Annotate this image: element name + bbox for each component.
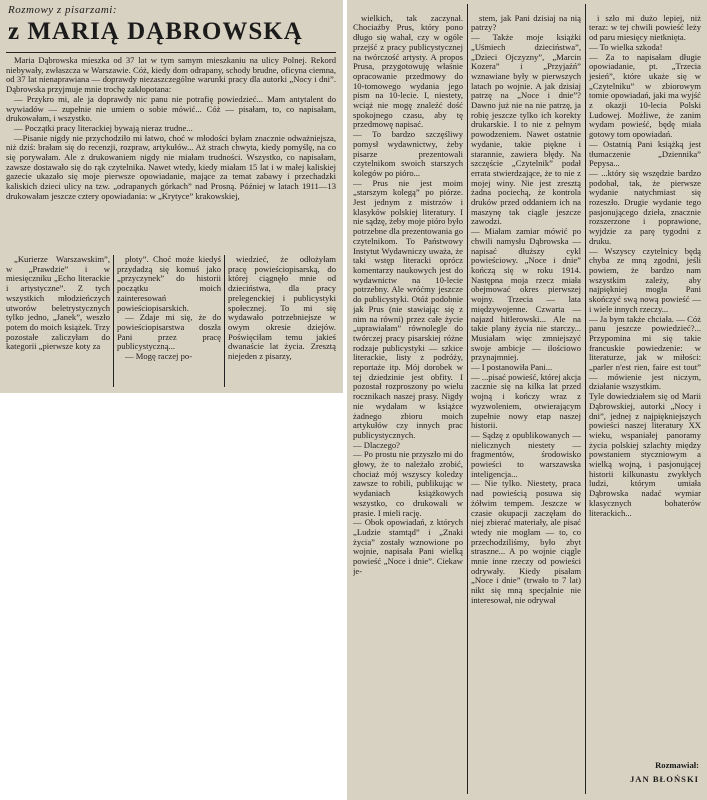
right-text-column-3 xyxy=(589,4,701,756)
article-clipping-top-left xyxy=(0,0,343,393)
left-column-2-question: — Zdaje mi się, że do powieściopisarstwa doszła Pani przez pracę publicystyczną... xyxy=(117,312,221,352)
left-text-column-1 xyxy=(6,255,110,389)
right-text-column-1 xyxy=(353,4,463,796)
right-text-column-2 xyxy=(471,4,581,796)
left-column-3-text: wiedzieć, że odłożyłam pracę powieściopisarską, do której ciągnęło mnie od dzieciństwa, dla pracy prelegenckiej i publicystyki społecznej. To mi się wydawało potrzebniejsze w owym okresie dziejów. Poświęciłam temu jakieś dwanaście lat życia. Zresztą niejeden z pisarzy, xyxy=(228,255,336,362)
intro-question: — Początki pracy literackiej bywają nieraz trudne... xyxy=(14,122,193,133)
column-divider xyxy=(467,4,468,794)
column-divider xyxy=(224,255,225,387)
left-text-column-2 xyxy=(117,255,221,389)
intro-paragraph: — Przykro mi, ale ja doprawdy nic panu nie potrafię powiedzieć... Mam antytalent do wywiadów — zupełnie nie umiem o sobie mówić... Cóż — pisałam, to, co napisałam, drukowałam, i wszystko. xyxy=(6,93,336,124)
left-column-1-text: „Kurierze Warszawskim”, w „Prawdzie” i w miesięczniku „Echo literackie i artystyczne”. Z tych wszystkich młodzieńczych utworów beletrystycznych tylko jedno, „Janek”, weszło potem do moich książek. Trzy pozostałe zaliczyłam do kategorii „pierwsze koty za xyxy=(6,255,110,352)
right-column-3-text: i szło mi dużo lepiej, niż teraz: w tej chwili powieść leży od paru miesięcy nietknięta. — To wielka szkoda! — Za to napisałam długie opowiadanie, pt. „Trzecia jesień”, które ukaże się w „Czytelniku” w zbiorowym tomie opowiadań, jaki ma wyjść z okazji 10-lecia Polski Ludowej. Możliwe, że zanim wydam powieść, będę miała gotowy tom opowiadań. — Ostatnią Pani książką jest tłumaczenie „Dziennika” Pepysa... — ...który się wszędzie bardzo podobał, tak, że pierwsze wydanie natychmiast się rozeszło. Drugie wydanie tego pasjonującego dzieła, znacznie rozszerzone i poprawione, wyjdzie za parę tygodni z druku. — Wszyscy czytelnicy będą chyba ze mną zgodni, jeśli powiem, że bardzo nam wszystkim zależy, aby najpiękniej mogła Pani skończyć swą nową powieść — i wiele innych rzeczy... — Ja bym także chciała. — Cóż panu jeszcze powiedzieć?... Przypomina mi się takie francuskie powiedzenie: w literaturze, jak w miłości: „parler n'est rien, faire est tout” — mówienie jest niczym, działanie wszystkim. Tyle dowiedziałem się od Marii Dąbrowskiej, autorki „Nocy i dni”, jednej z najpiękniejszych powieści naszej literatury XX wieku, wspaniałej panoramy życia polskiej szlachty między powstaniem styczniowym a wielką wojną, i pasjonującej historii kilkunastu zwykłych ludzi, którym umiała Dąbrowska nadać wymiar klasycznych bohaterów literackich... xyxy=(589,12,701,518)
intro-answer: —Pisanie nigdy nie przychodziło mi łatwo, choć w młodości byłam znacznie odważniejsza, niż dziś: brałam się do recenzji, rozpraw, artykułów... Aż strach chwyta, kiedy pomyślę, na co się porywałam. Ale z drukowaniem nigdy nie miałam trudności. Wszystko, co napisałam, zawsze dostawało się do rąk czytelnika. Nawet wtedy, kiedy miałam 15 lat i w małej kaliskiej gazecie ukazało się moje pierwsze opowiadanie, mające za temat zabawy i przechadzki kaliskich dzieci ulicy na tzw. „odrapanych górkach” nad Prosną. Później w latach 1911—13 drukowałam jeszcze cztery opowiadania: w „Krytyce” krakowskiej, xyxy=(6,132,336,201)
left-column-2-text: płoty”. Choć może kiedyś przydadzą się komuś jako „przyczynek” do historii początku moich zainteresowań powieściopisarskich. xyxy=(117,255,221,313)
series-heading: Rozmowy z pisarzami: xyxy=(8,4,118,16)
right-column-1-text: wielkich, tak zaczynał. Chociażby Prus, który pono długo się wahał, czy w ogóle przejść z pracy publicystycznej na twórczość artysty. A propos Prusa, przygotowuję właśnie opracowanie przedmowy do 10-tomowego wydania jego pism na 10-lecie. I, niestety, wciąż nie mogę znaleźć dość spokojnego czasu, aby tę przedmowę napisać. — To bardzo szczęśliwy pomysł wydawnictwy, żeby pisarze prezentowali czytelnikom swoich starszych kolegów po pióro... — Prus nie jest moim „starszym kolegą” po piórze. Jest jednym z mistrzów i klasyków polskiej literatury. I nie sądzę, żeby moje pióro było potrzebne dla prezentowania go czytelnikom. To Państwowy Instytut Wydawniczy uważa, że taki wstęp literacki oprócz komentarzy naukowych jest do wydawnictw na 10-lecie potrzebny. Ale wróćmy jeszcze do publicystyki. Otóż podobnie jak Prus (nie stawiając się z nim na równi) przez całe życie „uprawiałam” równolegle do twórczej pracy pisarskiej różne rodzaje publicystyki — szkice literackie, listy z podróży, reportaże itp. Mój dorobek w tej dziedzinie jest obfity. I pozostał rozproszony po wielu rocznikach naszej prasy. Nigdy nie wydałam w książce żadnego zbioru moich artykułów czy innych prac publicystycznych. — Dlaczego? — Po prostu nie przyszło mi do głowy, że to należało zrobić, chociaż mój wszyscy koledzy zawsze to robili, publikując w wydaniach książkowych wszystko, co drukowali w prasie. I mieli rację. — Obok opowiadań, z których „Ludzie stamtąd” i „Znaki życia” zostały wznowione po wojnie, napisała Pani wielką powieść „Noce i dnie”. Ciekaw je- xyxy=(353,12,463,576)
column-divider xyxy=(585,4,586,794)
right-column-2-text: stem, jak Pani dzisiaj na nią patrzy? — Także moje książki „Uśmiech dzieciństwa”, „Dzieci Ojczyzny”, „Marcin Kozera” i „Przyjaźń” wznawiane były w pierwszych latach po wojnie. A jak dzisiaj patrzę na „Noce i dnie”? Dawno już nie na nie patrzę, ja robię jeszcze tylko ich korekty drukarskie. I to nie z pełnym powodzeniem. Nawet ostatnie wydanie, takie piękne i starannie, zawiera błędy. Na szczęście „Czytelnik” podał errata stwierdzające, że to nie z mojej winy. Nie jest zresztą żadna pociechą, że kontrola druków przed oddaniem ich na maszynę tak ciągle jeszcze zawodzi. — Miałam zamiar mówić po chwili namysłu Dąbrowska — napisać dłuższy cykl powieściowy. „Noce i dnie” kończą się w roku 1914. Następna moja rzecz miała obejmować okres pierwszej wojny. Trzecia — lata międzywojenne. Czwarta — najazd hitlerowski... Ale na takie plany życia nie starczy... Musiałam więc zmniejszyć swoje ambicje — ilościowo przynajmniej. — I postanowiła Pani... — ...pisać powieść, której akcja zacznie się na kilka lat przed wojną i kończy wraz z wyzwoleniem, otwierającym zupełnie nowy etap naszej historii. — Sądzę z opublikowanych — nielicznych niestety — fragmentów, środowisko powieści to warszawska inteligencja... — Nie tylko. Niestety, praca nad powieścią posuwa się żółwim tempem. Jeszcze w czasie okupacji zaczęłam do niej zbierać materiały, ale pisać wtedy nie mogłam — to, co przechodziliśmy, było zbyt straszne... A po wojnie ciągle mnie inne rzeczy od powieści odrywały. Kiedy pisałam „Noce i dnie” (trwało to 7 lat) nikt się mną specjalnie nie interesował, nie odrywał xyxy=(471,12,581,605)
article-title: z MARIĄ DĄBROWSKĄ xyxy=(8,18,303,45)
interviewer-label: Rozmawiał: xyxy=(655,760,699,770)
intro-column xyxy=(6,56,336,252)
left-column-2-answer: — Mogę raczej po- xyxy=(125,351,193,362)
intro-lead: Maria Dąbrowska mieszka od 37 lat w tym samym mieszkaniu na ulicy Polnej. Rekord niebywały, zwłaszcza w Warszawie. Cóż, kiedy dom odrapany, schody brudne, oficyna ciemna, od 37 lat nienaprawiana — doprawdy niezaszczególne warunki pracy dla autorki „Nocy i dni”. Dąbrowska przyjmuje mnie trochę zakłopotana: xyxy=(6,56,336,95)
interviewer-name: JAN BŁOŃSKI xyxy=(629,774,699,784)
article-clipping-right xyxy=(347,0,707,800)
column-divider xyxy=(113,255,114,387)
left-text-column-3 xyxy=(228,255,336,389)
title-rule xyxy=(6,52,336,53)
